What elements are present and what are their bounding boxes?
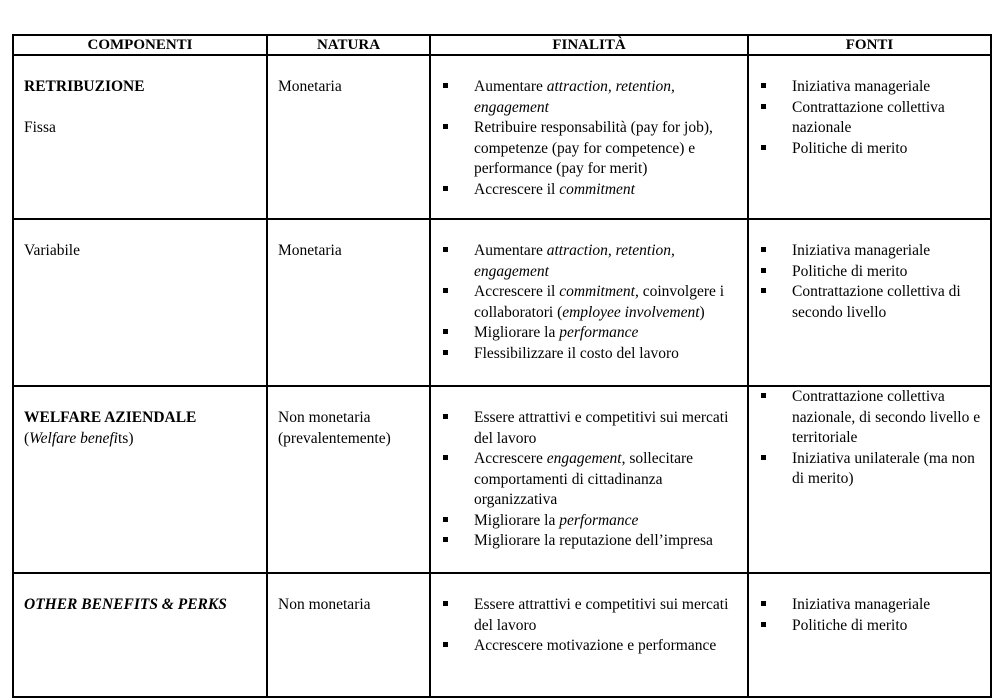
componente-title: RETRIBUZIONE	[24, 78, 145, 95]
table-row	[13, 573, 991, 697]
natura-cell	[267, 55, 430, 219]
list-item: Iniziativa manageriale	[792, 595, 984, 616]
bullet-icon	[761, 288, 766, 293]
componente-cell	[13, 219, 267, 386]
componente-title: OTHER BENEFITS & PERKS	[24, 596, 227, 613]
componente-cell	[13, 386, 267, 573]
bullet-icon	[443, 517, 448, 522]
bullet-icon	[761, 145, 766, 150]
list-item: Accrescere il commitment, coinvolgere i collaboratori (employee involvement)	[474, 282, 741, 323]
bullet-icon	[443, 642, 448, 647]
componente-subtitle: Variabile	[24, 242, 80, 259]
table-row	[13, 55, 991, 219]
list-item: Politiche di merito	[792, 262, 984, 283]
bullet-icon	[761, 393, 766, 398]
natura-value: Monetaria	[278, 78, 342, 95]
list-item: Migliorare la performance	[474, 511, 741, 532]
finalita-cell	[430, 386, 748, 573]
table-row	[13, 219, 991, 386]
bullet-icon	[443, 350, 448, 355]
list-item: Aumentare attraction, retention, engagement	[474, 241, 741, 282]
fonti-cell	[748, 573, 991, 697]
list-item: Iniziativa manageriale	[792, 241, 984, 262]
bullet-icon	[761, 622, 766, 627]
list-item: Politiche di merito	[792, 139, 984, 160]
header-row	[13, 35, 991, 55]
componente-cell	[13, 573, 267, 697]
bullet-icon	[761, 601, 766, 606]
list-item: Iniziativa unilaterale (ma non di merito)	[792, 449, 984, 490]
bullet-icon	[761, 268, 766, 273]
list-item: Contrattazione collettiva nazionale, di secondo livello e territoriale	[792, 387, 984, 449]
bullet-icon	[761, 104, 766, 109]
componente-subtitle: Fissa	[24, 118, 56, 136]
bullet-icon	[443, 186, 448, 191]
header-componenti: COMPONENTI	[13, 35, 267, 55]
bullet-icon	[443, 601, 448, 606]
list-item: Iniziativa manageriale	[792, 77, 984, 98]
finalita-cell	[430, 55, 748, 219]
components-table	[12, 34, 992, 698]
componente-title: WELFARE AZIENDALE	[24, 409, 197, 426]
table-row	[13, 386, 991, 573]
bullet-icon	[761, 455, 766, 460]
fonti-cell	[748, 219, 991, 386]
list-item: Politiche di merito	[792, 616, 984, 637]
fonti-cell	[748, 386, 991, 573]
finalita-cell	[430, 573, 748, 697]
bullet-icon	[443, 414, 448, 419]
list-item: Essere attrattivi e competitivi sui mercati del lavoro	[474, 595, 741, 636]
header-fonti: FONTI	[748, 35, 991, 55]
list-item: Migliorare la reputazione dell’impresa	[474, 531, 741, 552]
list-item: Flessibilizzare il costo del lavoro	[474, 344, 741, 365]
list-item: Contrattazione collettiva nazionale	[792, 98, 984, 139]
bullet-icon	[443, 455, 448, 460]
bullet-icon	[443, 247, 448, 252]
bullet-icon	[443, 537, 448, 542]
list-item: Accrescere engagement, sollecitare comportamenti di cittadinanza organizzativa	[474, 449, 741, 511]
bullet-icon	[761, 247, 766, 252]
bullet-icon	[443, 288, 448, 293]
componente-subtitle: (Welfare benefits)	[24, 429, 134, 447]
bullet-icon	[761, 83, 766, 88]
list-item: Contrattazione collettiva di secondo livello	[792, 282, 984, 323]
list-item: Accrescere il commitment	[474, 180, 741, 201]
list-item: Retribuire responsabilità (pay for job), competenze (pay for competence) e performance (pay for merit)	[474, 118, 741, 180]
header-natura: NATURA	[267, 35, 430, 55]
list-item: Accrescere motivazione e performance	[474, 636, 741, 657]
list-item: Migliorare la performance	[474, 323, 741, 344]
bullet-icon	[443, 329, 448, 334]
fonti-cell	[748, 55, 991, 219]
natura-cell	[267, 219, 430, 386]
finalita-cell	[430, 219, 748, 386]
natura-value: Monetaria	[278, 242, 342, 259]
componente-cell	[13, 55, 267, 219]
bullet-icon	[443, 124, 448, 129]
bullet-icon	[443, 83, 448, 88]
natura-cell	[267, 573, 430, 697]
natura-value: Non monetaria	[278, 596, 371, 613]
list-item: Aumentare attraction, retention, engagement	[474, 77, 741, 118]
list-item: Essere attrattivi e competitivi sui mercati del lavoro	[474, 408, 741, 449]
header-finalita: FINALITÀ	[430, 35, 748, 55]
natura-cell	[267, 386, 430, 573]
natura-value: Non monetaria (prevalentemente)	[278, 409, 391, 447]
